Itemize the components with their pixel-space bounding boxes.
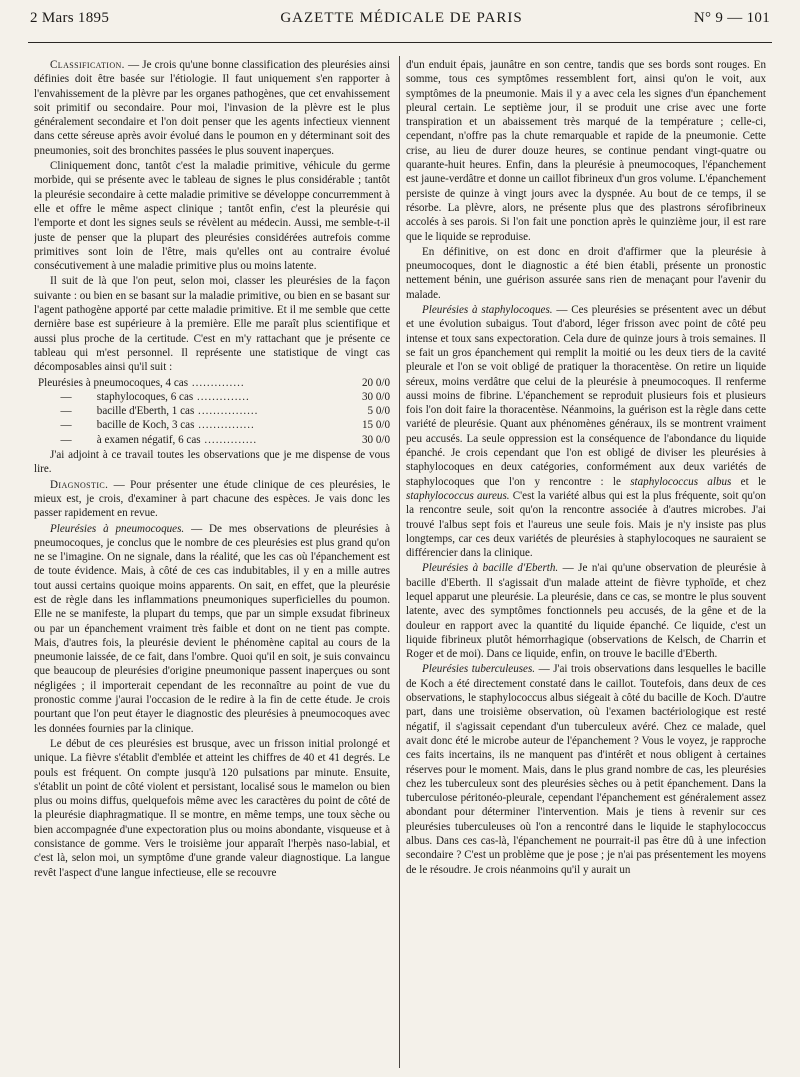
stats-label: Pleurésies à pneumocoques, 4 cas .............. (38, 376, 245, 389)
paragraph-classification (34, 58, 390, 158)
stats-percent: 15 0/0 (361, 419, 390, 432)
section-lead-classification: Classification. (50, 59, 125, 71)
left-column (34, 58, 390, 1068)
paragraph-definitive: En définitive, on est donc en droit d'affirmer que la pleurésie à pneumocoques, dont le diagnostic a été bien établi, présente un pronostic nettement bénin, une guérison assurée sans rien de menaçant pour l'avenir du malade. (406, 245, 766, 301)
stats-prefix: Pleurésies (38, 376, 83, 389)
section-lead-eberth: Pleurésies à bacille d'Eberth. (422, 562, 559, 575)
column-divider (399, 56, 400, 1068)
statistics-table (34, 376, 390, 447)
paragraph-adjoint: J'ai adjoint à ce travail toutes les observations que je me dispense de vous lire. (34, 449, 390, 476)
issue-number: N° 9 (693, 10, 724, 26)
paragraph-text: — De mes observations de pleurésies à pneumocoques, je conclus que le nombre de ces pleurésies est plus grand qu'on ne se l'imagine. On ne signale, dans la réalité, que les cas où l'épanchement est de toute évidence. Mais, à côté de ces cas indubitables, il y en a mille autres tout aussi certains quoique moins apparents. On sait, en effet, que la pleurésie est de règle dans les inflammations pneumoniques superficielles du poumon. Elle ne se manifeste, la plupart du temps, que par un simple exsudat fibrineux ou par un épanchement vraiment très faible et dont on ne tient pas compte. Mais, d'autres fois, la pleurésie devient le phénomène capital au cours de la pneumonie laissée, de ce fait, dans l'ombre. Quoi qu'il en soit, je suis convaincu que beaucoup de pleurésies d'origine pneumonique passent inaperçues ou sont négligées ; il importerait cependant de les reconnaître au point de vue du pronostic comme j'aurai l'occasion de le redire à la fin de cette étude. Je crois pourtant que l'on peut étayer le diagnostic des pleurésies à pneumocoques avec les données fournies par la clinique. (34, 522, 390, 735)
section-lead-staphylocoques: Pleurésies à staphylocoques. (422, 304, 553, 317)
stats-percent: 20 0/0 (361, 376, 390, 389)
stats-text: à examen négatif, 6 cas (96, 433, 201, 446)
stats-percent: 30 0/0 (361, 390, 390, 403)
paragraph-eberth (406, 561, 766, 661)
right-column (406, 58, 766, 1068)
stats-prefix: — (60, 433, 72, 446)
journal-title: GAZETTE MÉDICALE DE PARIS (280, 10, 523, 26)
paragraph-staphylocoques (406, 303, 766, 560)
section-lead-diagnostic: Diagnostic. (50, 478, 109, 491)
stats-text: à pneumocoques, 4 cas (85, 376, 189, 389)
paragraph-text: — Je n'ai qu'une observation de pleurésie à bacille d'Eberth. Il s'agissait d'un malade atteint de fièvre typhoïde, et chez lequel apparut une pleurésie. La pleurésie, dans ce cas, se montre le plus souvent latente, avec des symptômes fonctionnels peu accusés, de la gêne et de la douleur en rapport avec la quantité du liquide épanché. Ce liquide, c'est un liquide fibrineux plutôt hémorrhagique (observations de Kelsch, de Charrin et Roger et de moi). Dans ce liquide, enfin, on trouve le bacille d'Eberth. (406, 562, 766, 661)
section-lead-tuberculeuses: Pleurésies tuberculeuses. (422, 663, 536, 676)
paragraph-text: — Je crois qu'une bonne classification des pleurésies ainsi définies doit être basée sur l'étiologie. Il faut uniquement s'en rapporter à l'envahissement de la plèvre par les organes pathogènes, que cet envahissement soit primitif ou secondaire. Pour moi, l'invasion de la plèvre est le plus généralement secondaire et l'on doit penser que les agents infectieux viennent dans cette séreuse après avoir évolué dans le poumon en y déterminant soit des pneumonies, soit des bronchites passées le plus souvent inaperçues. (34, 59, 390, 157)
stats-label: — bacille de Koch, 3 cas ............... (34, 418, 334, 432)
paragraph-text: — Ces pleurésies se présentent avec un début et une évolution subaigus. Tout d'abord, léger frisson avec point de côté peu intense et toux sans expectoration. Cela dure de quinze jours à trois semaines. Il se fait un gros épanchement qui remplit la moitié ou les deux tiers de la cavité pleurale et l'on se voit obligé de pratiquer la thoracentèse. On retire un liquide séreux, moins verdâtre que celui de la pleurésie à pneumocoques. Il renferme aussi moins de fibrine. L'épanchement se reproduit plusieurs fois et plusieurs fois l'on doit faire la thoracentèse. Néanmoins, la guérison est la règle dans cette variété de pleurésie. Quant aux phénomènes généraux, ils se montrent vraiment peu accusés. La seule oppression est la conséquence de l'abondance du liquide épanché. Je crois cependant que l'on est obligé de diviser les pleurésies à staphylocoques en deux catégories, conformément aux deux variétés de staphylocoques que l'on y rencontre : le (406, 304, 766, 488)
stats-label: — à examen négatif, 6 cas .............. (34, 433, 334, 447)
paragraph-tuberculeuses (406, 662, 766, 876)
running-header (30, 10, 770, 38)
paragraph-text: — Pour présenter une étude clinique de ces pleurésies, le mieux est, je crois, d'examiner à part chacune des espèces. Je vais donc les passer rapidement en revue. (34, 478, 390, 520)
paragraph-pneumocoques (34, 522, 390, 736)
page-number: 101 (746, 10, 770, 26)
paragraph-text: — J'ai trois observations dans lesquelles le bacille de Koch a été directement constaté dans le caillot. Toutefois, dans deux de ces observations, le staphylococcus albus siégeait à côté du bacille de Koch. D'autre part, dans une troisième observation, où l'examen bactériologique est resté négatif, il s'agissait cependant d'un tuberculeux avéré. Chez ce malade, quel avait donc été le microbe auteur de l'épanchement ? Vous le voyez, je rapproche ces faits incertains, ils ne manquent pas d'intérêt et nous obligent à certaines réserves pour le moment. Mais, dans le plus grand nombre de cas, les pleurésies chez les tuberculeux sont des pleurésies sèches ou à petit épanchement. Dans la tuberculose péritonéo-pleurale, cependant l'épanchement est généralement assez abondant pour déterminer l'intervention. Mais je tiens à revenir sur ces pleurésies tuberculeuses où l'on a rencontré dans le liquide le staphylococcus albus. Dans ces cas-là, l'épanchement ne pourrait-il pas être dû à une infection secondaire ? C'est un problème que je pose ; je n'ai pas présentement les moyens de le résoudre. Je crois néanmoins qu'il y aurait un (406, 663, 766, 876)
stats-row (34, 390, 390, 404)
stats-percent: 5 0/0 (367, 405, 390, 418)
term-aureus: staphylococcus aureus. (406, 489, 510, 502)
issue-date: 2 Mars 1895 (30, 10, 110, 26)
header-rule (28, 42, 772, 43)
stats-percent: 30 0/0 (361, 433, 390, 446)
stats-row (34, 376, 390, 390)
paragraph-diagnostic (34, 478, 390, 521)
stats-row (34, 433, 390, 447)
stats-text: bacille d'Eberth, 1 cas (96, 405, 195, 418)
term-albus: staphylococcus albus (630, 475, 732, 488)
paragraph-text: C'est la variété albus qui est la plus fréquente, soit qu'on la rencontre seule, soit qu'on la rencontre associée à d'autres microbes. J'ai trouvé l'albus sept fois et l'aureus une seule fois. Mais je n'y insiste pas plus longtemps, car ces deux variétés de pleurésies à staphylocoques ne sauraient se différencier dans la clinique. (406, 489, 766, 560)
stats-label: — bacille d'Eberth, 1 cas ................ (34, 404, 334, 418)
stats-prefix: — (60, 419, 72, 432)
stats-row (34, 404, 390, 418)
stats-text: bacille de Koch, 3 cas (96, 419, 195, 432)
stats-prefix: — (60, 390, 72, 403)
stats-row (34, 418, 390, 432)
paragraph-clinique: Cliniquement donc, tantôt c'est la maladie primitive, véhicule du germe morbide, qui se présente avec le tableau de signes le plus considérable ; tantôt la pleurésie secondaire à cette maladie primitive se développe concurremment à elle et offre le même aspect clinique ; tantôt enfin, c'est la pleurésie qui l'emporte et dont les signes seuls se révèlent au médecin. Aussi, me semble-t-il juste de penser que la plupart des pleurésies considérées autrefois comme primitives sont loin de l'être, mais qu'elles ont au contraire évolué consécutivement à une maladie primitive plus ou moins latente. (34, 160, 390, 273)
stats-prefix: — (60, 405, 72, 418)
paragraph-debut: Le début de ces pleurésies est brusque, avec un frisson initial prolongé et unique. La fièvre s'établit d'emblée et atteint les chiffres de 40 et 41 degrés. Le pouls est fréquent. On compte jusqu'à 120 pulsations par minute. Ensuite, s'établit un point de côté violent et persistant, localisé sous le mamelon ou bien plus ou moins diffus, quelquefois même avec les caractères du point de côté de la pleurésie diaphragmatique. Il se montre, en même temps, une toux sèche ou bien accompagnée d'une expectoration plus ou moins abondante, visqueuse et à consistance de gomme. Vers le troisième jour apparaît l'herpès naso-labial, et c'est là, selon moi, un symptôme d'une grande valeur diagnostique. La langue revêt l'aspect d'une langue infectieuse, elle se recouvre (34, 737, 390, 879)
section-lead-pneumocoques: Pleurésies à pneumocoques. (50, 522, 185, 535)
paragraph-suit: Il suit de là que l'on peut, selon moi, classer les pleurésies de la façon suivante : ou bien en se basant sur la maladie primitive, ou bien en se basant sur l'agent pathogène apporté par cette maladie primitive. Et il me semble que cette dernière base est supérieure à la première. Elle me paraît plus scientifique et aussi plus proche de la certitude. C'est en m'y rattachant que je présente ce tableau qui m'est personnel. Il représente une statistique de vingt cas décomposables ainsi qu'il suit : (34, 275, 390, 374)
paragraph-continuation: d'un enduit épais, jaunâtre en son centre, tandis que ses bords sont rouges. En somme, tous ces symptômes ressemblent fort, ainsi qu'on le voit, aux symptômes de la pneumonie. Mais il y a avec cela les signes d'un épanchement pleural certain. Le septième jour, il se produit une crise avec une forte transpiration et un abaissement très marqué de la température ; celle-ci, cependant, n'offre pas la chute remarquable et rapide de la pneumonie. Cette crise, au lieu de durer douze heures, se continue pendant vingt-quatre ou quarante-huit heures. Enfin, dans la pleurésie à pneumocoques, l'épanchement est jaune-verdâtre et donne un caillot fibrineux d'un gros volume. L'épanchement persiste de quinze à vingt jours avec la dyspnée. Au bout de ce temps, il se résorbe. La plèvre, alors, ne présente plus que des plastrons sérofibrineux accolés à ses parois. Si l'on fait une ponction après le quinzième jour, il est rare que le liquide se reproduise. (406, 59, 766, 243)
stats-text: staphylocoques, 6 cas (96, 390, 194, 403)
paragraph-text: et le (740, 475, 766, 488)
issue-page: N° 9 — 101 (693, 10, 770, 26)
stats-label: — staphylocoques, 6 cas .............. (34, 390, 334, 404)
